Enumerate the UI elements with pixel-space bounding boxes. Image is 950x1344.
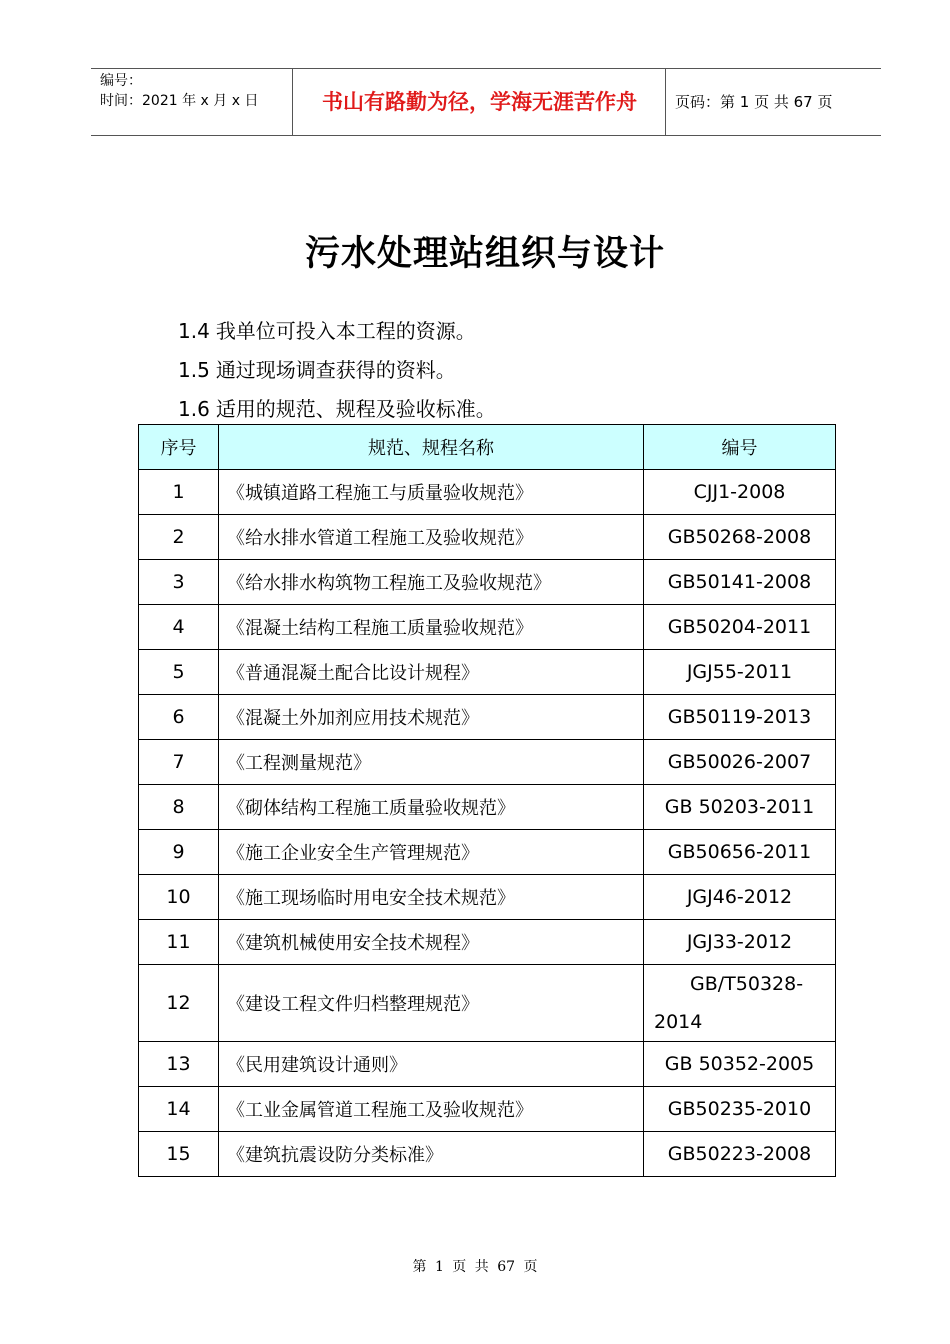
row-code bbox=[644, 965, 836, 1042]
page-footer: 第 1 页 共 67 页 bbox=[412, 1259, 538, 1275]
row-code: GB50204-2011 bbox=[644, 605, 836, 650]
row-code: GB50026-2007 bbox=[644, 740, 836, 785]
standards-table bbox=[138, 424, 836, 1177]
row-index: 14 bbox=[139, 1087, 219, 1132]
row-code: GB50141-2008 bbox=[644, 560, 836, 605]
table-row bbox=[139, 470, 836, 515]
table-row bbox=[139, 1042, 836, 1087]
document-title: 污水处理站组织与设计 bbox=[304, 234, 665, 274]
row-name: 《建设工程文件归档整理规范》 bbox=[219, 965, 644, 1042]
row-index: 7 bbox=[139, 740, 219, 785]
row-code: GB50268-2008 bbox=[644, 515, 836, 560]
table-row bbox=[139, 560, 836, 605]
row-index: 13 bbox=[139, 1042, 219, 1087]
row-index: 6 bbox=[139, 695, 219, 740]
table-row bbox=[139, 1132, 836, 1177]
section-text: 我单位可投入本工程的资源。 bbox=[215, 319, 476, 343]
page-header bbox=[91, 68, 881, 136]
row-code: CJJ1-2008 bbox=[644, 470, 836, 515]
header-name: 规范、规程名称 bbox=[219, 425, 644, 470]
row-code-line1: GB/T50328- bbox=[690, 973, 804, 995]
row-code: JGJ33-2012 bbox=[644, 920, 836, 965]
row-index: 3 bbox=[139, 560, 219, 605]
row-index: 12 bbox=[139, 965, 219, 1042]
header-index: 序号 bbox=[139, 425, 219, 470]
row-index: 8 bbox=[139, 785, 219, 830]
row-code: GB50656-2011 bbox=[644, 830, 836, 875]
section-number: 1.6 bbox=[178, 397, 210, 421]
row-index: 5 bbox=[139, 650, 219, 695]
table-row bbox=[139, 920, 836, 965]
row-code: GB 50203-2011 bbox=[644, 785, 836, 830]
header-meta bbox=[100, 71, 258, 111]
row-name: 《工业金属管道工程施工及验收规范》 bbox=[219, 1087, 644, 1132]
row-name: 《施工企业安全生产管理规范》 bbox=[219, 830, 644, 875]
section-number: 1.5 bbox=[178, 358, 210, 382]
section-number: 1.4 bbox=[178, 319, 210, 343]
table-row bbox=[139, 515, 836, 560]
row-name: 《砌体结构工程施工质量验收规范》 bbox=[219, 785, 644, 830]
row-index: 1 bbox=[139, 470, 219, 515]
table-row bbox=[139, 965, 836, 1042]
header-time-label: 时间：2021 年 x 月 x 日 bbox=[100, 93, 259, 109]
row-index: 11 bbox=[139, 920, 219, 965]
row-index: 9 bbox=[139, 830, 219, 875]
row-name: 《民用建筑设计通则》 bbox=[219, 1042, 644, 1087]
row-name: 《混凝土外加剂应用技术规范》 bbox=[219, 695, 644, 740]
header-number-label: 编号： bbox=[100, 73, 142, 89]
header-divider-right bbox=[665, 69, 666, 135]
section-text: 通过现场调查获得的资料。 bbox=[215, 358, 456, 382]
table-row bbox=[139, 785, 836, 830]
table-row bbox=[139, 740, 836, 785]
section-list bbox=[178, 312, 496, 429]
row-name: 《建筑抗震设防分类标准》 bbox=[219, 1132, 644, 1177]
section-text: 适用的规范、规程及验收标准。 bbox=[215, 397, 496, 421]
table-row bbox=[139, 1087, 836, 1132]
section-item bbox=[178, 351, 496, 390]
row-name: 《混凝土结构工程施工质量验收规范》 bbox=[219, 605, 644, 650]
row-index: 4 bbox=[139, 605, 219, 650]
row-code: GB50119-2013 bbox=[644, 695, 836, 740]
row-code: GB50223-2008 bbox=[644, 1132, 836, 1177]
table-header-row bbox=[139, 425, 836, 470]
row-name: 《城镇道路工程施工与质量验收规范》 bbox=[219, 470, 644, 515]
table-row bbox=[139, 875, 836, 920]
row-code: JGJ55-2011 bbox=[644, 650, 836, 695]
table-row bbox=[139, 650, 836, 695]
header-motto: 书山有路勤为径，学海无涯苦作舟 bbox=[322, 90, 637, 114]
row-code: JGJ46-2012 bbox=[644, 875, 836, 920]
table-row bbox=[139, 695, 836, 740]
row-name: 《给水排水构筑物工程施工及验收规范》 bbox=[219, 560, 644, 605]
row-name: 《给水排水管道工程施工及验收规范》 bbox=[219, 515, 644, 560]
header-page-info: 页码：第 1 页 共 67 页 bbox=[675, 93, 833, 111]
row-name: 《工程测量规范》 bbox=[219, 740, 644, 785]
row-name: 《普通混凝土配合比设计规程》 bbox=[219, 650, 644, 695]
section-item bbox=[178, 312, 496, 351]
row-index: 2 bbox=[139, 515, 219, 560]
row-name: 《建筑机械使用安全技术规程》 bbox=[219, 920, 644, 965]
row-code: GB 50352-2005 bbox=[644, 1042, 836, 1087]
row-code: GB50235-2010 bbox=[644, 1087, 836, 1132]
table-row bbox=[139, 605, 836, 650]
table-row bbox=[139, 830, 836, 875]
row-name: 《施工现场临时用电安全技术规范》 bbox=[219, 875, 644, 920]
header-code: 编号 bbox=[644, 425, 836, 470]
row-index: 15 bbox=[139, 1132, 219, 1177]
row-index: 10 bbox=[139, 875, 219, 920]
row-code-line2: 2014 bbox=[654, 1011, 703, 1033]
